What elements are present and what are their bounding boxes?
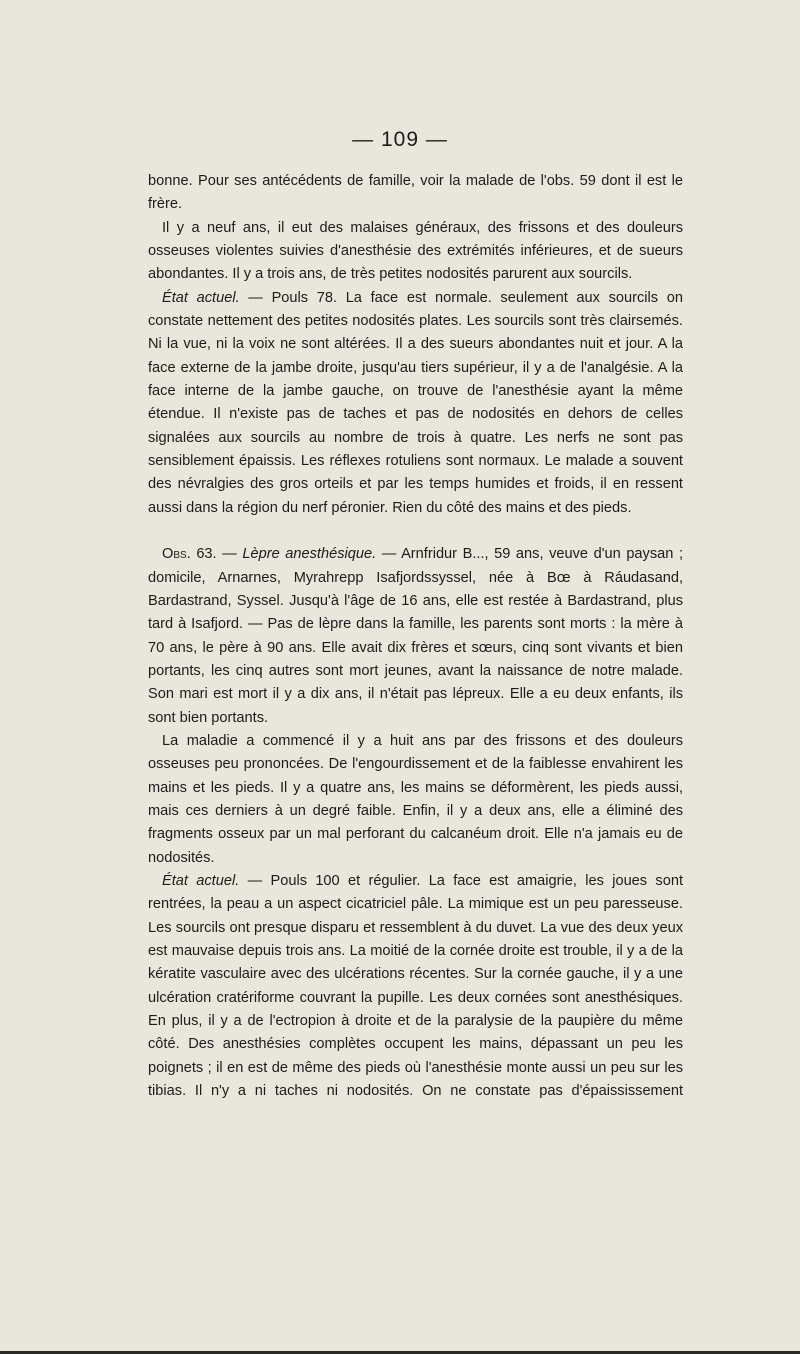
body-text xyxy=(148,170,683,1103)
paragraph-3-text: Pouls 78. La face est normale. seulement aux sourcils on constate nettement des petites nodosités plates. Les sourcils sont très clairsemés. Ni la vue, ni la voix ne sont altérées. Il a des sueurs abondantes nuit et jour. A la face externe de la jambe droite, jusqu'au tiers supérieur, il y a de l'analgésie. A la face interne de la jambe gauche, on trouve de l'anesthésie ayant la même étendue. Il n'existe pas de taches et pas de nodosités en dehors de celles signalées aux sourcils au nombre de trois à quatre. Les nerfs ne sont pas sensiblement épaissis. Les réflexes rotuliens sont normaux. Le malade a souvent des névralgies des gros orteils et par les temps humides et froids, il en ressent aussi dans la région du nerf péronier. Rien du côté des mains et des pieds. xyxy=(148,289,683,516)
obs-label: Obs. 63. xyxy=(162,546,217,563)
paragraph-6-text: Pouls 100 et régulier. La face est amaigrie, les joues sont rentrées, la peau a un aspect cicatriciel pâle. La mimique est un peu paresseuse. Les sourcils ont presque disparu et ressemblent à du duvet. La vue des deux yeux est mauvaise depuis trois ans. La moitié de la cornée droite est trouble, il y a de la kératite vasculaire avec des ulcérations récentes. Sur la cornée gauche, il y a une ulcération cratériforme couvrant la pupille. Les deux cornées sont anesthésiques. En plus, il y a de l'ectropion à droite et de la paralysie de la paupière du même côté. Des anesthésies complètes occupent les mains, dépassant un peu les poignets ; il en est de même des pieds où l'anesthésie monte aussi un peu sur les tibias. Il n'y a ni taches ni nodosités. On ne constate pas d'épaississement xyxy=(148,872,683,1100)
dash: — xyxy=(376,546,402,563)
paragraph-2: Il y a neuf ans, il eut des malaises généraux, des frissons et des douleurs osseuses violentes suivies d'anesthésie des extrémités inférieures, et de sueurs abondantes. Il y a trois ans, de très petites nodosités parurent aux sourcils. xyxy=(148,219,683,283)
dash: — xyxy=(216,546,243,563)
paragraph-1: bonne. Pour ses antécédents de famille, voir la malade de l'obs. 59 dont il est le frère. xyxy=(148,173,683,213)
page-number: — 109 — xyxy=(352,128,448,151)
observation-63 xyxy=(148,543,683,730)
paragraph-6 xyxy=(148,870,683,1103)
dash: — xyxy=(239,872,271,889)
paragraph-5: La maladie a commencé il y a huit ans par des frissons et des douleurs osseuses peu prononcées. De l'engourdissement et de la faiblesse envahirent les mains et les pieds. Il y a quatre ans, les mains se déformèrent, les pieds aussi, mais ces derniers à un degré faible. Enfin, il y a deux ans, elle a éliminé des fragments osseux par un mal perforant du calcanéum droit. Elle n'a jamais eu de nodosités. xyxy=(148,732,683,866)
paragraph-4-text: Arnfridur B..., 59 ans, veuve d'un paysan ; domicile, Arnarnes, Myrahrepp Isafjordssyssel, née à Bœ à Ráudasand, Bardastrand, Syssel. Jusqu'à l'âge de 16 ans, elle est restée à Bardastrand, plus tard à Isafjord. — Pas de lèpre dans la famille, les parents sont morts : la mère à 70 ans, le père à 90 ans. Elle avait dix frères et sœurs, cinq sont vivants et bien portants, les cinq autres sont mort jeunes, avant la naissance de notre malade. Son mari est mort il y a dix ans, il n'était pas lépreux. Elle a eu deux enfants, ils sont bien portants. xyxy=(148,546,683,726)
paragraph-3 xyxy=(148,287,683,520)
etat-actuel-label: État actuel. xyxy=(162,289,240,306)
obs-title: Lèpre anesthésique. xyxy=(242,546,377,563)
dash: — xyxy=(239,289,272,306)
etat-actuel-label: État actuel. xyxy=(162,872,240,889)
